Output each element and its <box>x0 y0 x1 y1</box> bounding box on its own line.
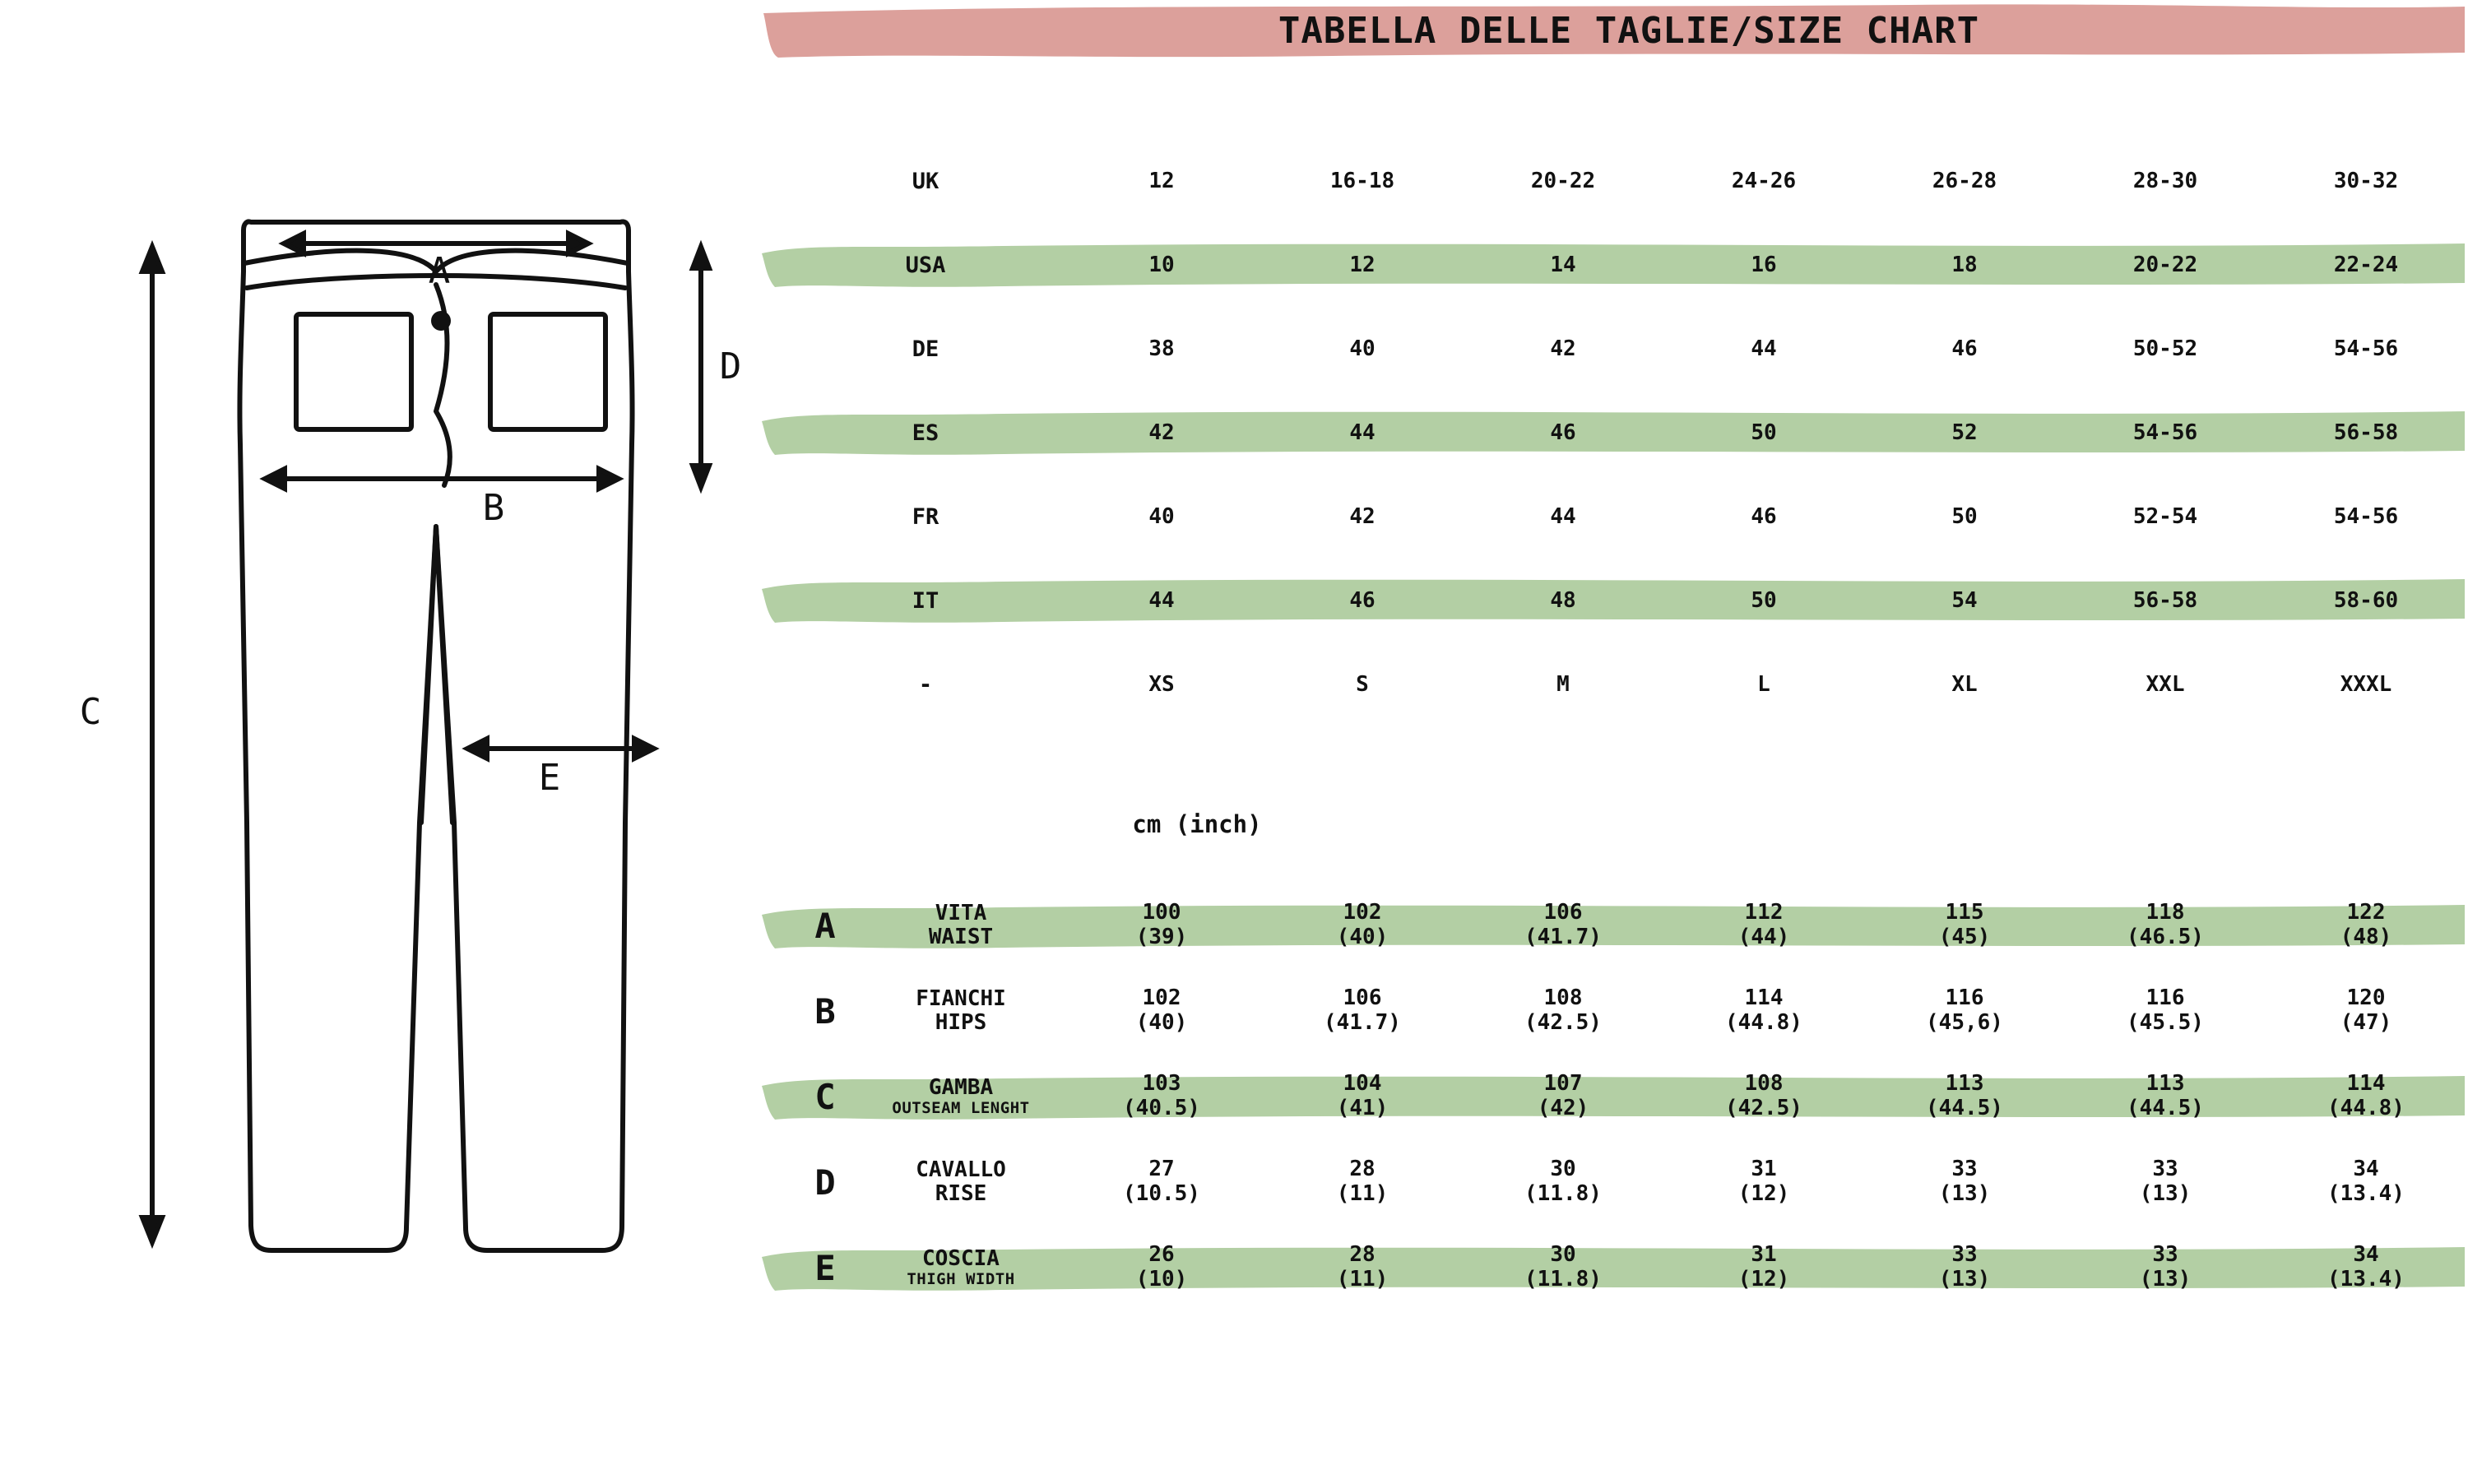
measurement-cell <box>1864 1157 2065 1207</box>
measurement-inch: (42.5) <box>1725 1096 1802 1120</box>
measurement-name-it: FIANCHI <box>916 986 1006 1012</box>
size-cell: 26-28 <box>1932 169 1997 194</box>
measurement-cell <box>1864 986 2065 1036</box>
measurement-cell <box>1061 1157 1262 1207</box>
diagram-letter-b: B <box>482 487 505 529</box>
measurement-name <box>861 987 1061 1034</box>
measurement-cell <box>2266 986 2466 1036</box>
measurement-cm: 30 <box>1550 1157 1576 1182</box>
size-chart-table <box>790 0 2468 1481</box>
measurement-inch: (13.4) <box>2327 1267 2405 1292</box>
measurement-cm: 114 <box>2346 1071 2386 1097</box>
size-row-label: UK <box>912 168 939 194</box>
measurement-cm: 27 <box>1148 1157 1175 1182</box>
size-cell: 46 <box>1349 588 1375 614</box>
measurement-cm: 118 <box>2146 900 2185 925</box>
measurement-name-en: THIGH WIDTH <box>907 1269 1015 1288</box>
measurement-cell <box>1663 1072 1864 1121</box>
measurement-cm: 31 <box>1751 1157 1777 1182</box>
size-cell: 30-32 <box>2333 169 2399 194</box>
measurement-row <box>790 982 2468 1040</box>
measurement-inch: (13) <box>2139 1181 2192 1206</box>
measurement-row <box>790 897 2468 954</box>
measurement-inch: (44.8) <box>2327 1096 2405 1120</box>
size-cell: 50 <box>1751 420 1777 446</box>
size-cell: XL <box>1951 672 1978 698</box>
measurement-inch: (13) <box>1938 1267 1991 1292</box>
measurement-cell <box>1864 1243 2065 1292</box>
size-row <box>790 492 2468 543</box>
measurement-cm: 26 <box>1148 1242 1175 1268</box>
measurement-inch: (13) <box>2139 1267 2192 1292</box>
measurement-inch: (13.4) <box>2327 1181 2405 1206</box>
measurement-cell <box>1663 901 1864 950</box>
measurement-cm: 113 <box>2146 1071 2185 1097</box>
measurement-name-it: COSCIA <box>922 1246 1000 1272</box>
measurement-name-en: OUTSEAM LENGHT <box>892 1098 1030 1117</box>
size-cell: 44 <box>1751 336 1777 362</box>
size-cell: 46 <box>1951 336 1978 362</box>
size-cell: 54-56 <box>2333 504 2399 530</box>
measurement-inch: (45.5) <box>2127 1010 2204 1035</box>
measurement-cell <box>1463 986 1663 1036</box>
measurement-cm: 116 <box>1945 985 1984 1011</box>
measurement-cell <box>1463 1243 1663 1292</box>
size-cell: 42 <box>1550 336 1576 362</box>
measurement-row <box>790 1068 2468 1125</box>
measurement-cm: 122 <box>2346 900 2386 925</box>
measurement-cm: 28 <box>1349 1157 1375 1182</box>
size-cell: 54 <box>1951 588 1978 614</box>
size-cell: 16-18 <box>1329 169 1395 194</box>
diagram-letter-d: D <box>719 345 742 387</box>
measurement-inch: (46.5) <box>2127 925 2204 949</box>
measurement-cell <box>2266 1243 2466 1292</box>
measurement-cm: 107 <box>1543 1071 1583 1097</box>
measurement-row <box>790 1153 2468 1211</box>
measurement-inch: (11) <box>1336 1181 1389 1206</box>
measurement-inch: (40.5) <box>1123 1096 1200 1120</box>
measurement-cell <box>1061 986 1262 1036</box>
measurement-inch: (45) <box>1938 925 1991 949</box>
measurement-cell <box>2065 986 2266 1036</box>
measurement-cell <box>1663 1157 1864 1207</box>
size-cell: 52-54 <box>2132 504 2198 530</box>
measurement-cell <box>2266 1072 2466 1121</box>
size-row <box>790 576 2468 627</box>
pants-measurement-diagram <box>0 0 790 1481</box>
measurement-cell <box>1864 901 2065 950</box>
size-cell: 48 <box>1550 588 1576 614</box>
measurement-cm: 103 <box>1142 1071 1181 1097</box>
measurement-inch: (12) <box>1737 1181 1790 1206</box>
measurement-cm: 104 <box>1343 1071 1382 1097</box>
measurement-inch: (10) <box>1135 1267 1188 1292</box>
pants-diagram-svg <box>0 0 790 1481</box>
measurement-cell <box>1061 901 1262 950</box>
size-row-label: ES <box>912 420 939 446</box>
measurement-inch: (40) <box>1336 925 1389 949</box>
size-cell: XS <box>1148 672 1175 698</box>
measurement-letter: E <box>814 1247 836 1288</box>
measurement-cell <box>1262 986 1463 1036</box>
measurement-name-en: WAIST <box>928 925 994 949</box>
size-cell: 46 <box>1751 504 1777 530</box>
measurement-cell <box>1663 986 1864 1036</box>
size-row-label: IT <box>912 587 939 614</box>
measurement-cell <box>1061 1072 1262 1121</box>
measurement-inch: (44.5) <box>2127 1096 2204 1120</box>
measurement-cell <box>2266 901 2466 950</box>
size-cell: 44 <box>1550 504 1576 530</box>
size-cell: 42 <box>1148 420 1175 446</box>
size-cell: 10 <box>1148 253 1175 278</box>
measurement-cell <box>1463 1072 1663 1121</box>
size-cell: 38 <box>1148 336 1175 362</box>
measurement-cm: 108 <box>1744 1071 1784 1097</box>
size-cell: 18 <box>1951 253 1978 278</box>
size-row <box>790 324 2468 375</box>
size-cell: L <box>1757 672 1770 698</box>
measurement-cell <box>1262 901 1463 950</box>
page-title: TABELLA DELLE TAGLIE/SIZE CHART <box>1278 9 1980 52</box>
measurement-inch: (42.5) <box>1524 1010 1602 1035</box>
measurement-name-en: HIPS <box>935 1010 987 1035</box>
measurement-cm: 34 <box>2353 1157 2379 1182</box>
size-cell: XXXL <box>2340 672 2392 698</box>
measurement-cm: 33 <box>2152 1242 2178 1268</box>
size-cell: 44 <box>1349 420 1375 446</box>
size-cell: 50 <box>1751 588 1777 614</box>
measurement-cell <box>1463 1157 1663 1207</box>
size-cell: 52 <box>1951 420 1978 446</box>
measurement-name-it: VITA <box>935 901 987 926</box>
measurement-cm: 102 <box>1142 985 1181 1011</box>
measurement-cm: 115 <box>1945 900 1984 925</box>
diagram-letter-a: A <box>428 250 451 292</box>
size-cell: 56-58 <box>2132 588 2198 614</box>
measurement-letter: D <box>814 1162 836 1203</box>
measurement-cm: 108 <box>1543 985 1583 1011</box>
measurement-letter: B <box>814 990 836 1032</box>
size-cell: 54-56 <box>2132 420 2198 446</box>
size-cell: 20-22 <box>2132 253 2198 278</box>
measurement-name-en: RISE <box>935 1181 987 1206</box>
size-cell: 46 <box>1550 420 1576 446</box>
units-label: cm (inch) <box>1132 810 1262 838</box>
measurement-cell <box>1262 1072 1463 1121</box>
measurement-inch: (44.8) <box>1725 1010 1802 1035</box>
measurement-cm: 116 <box>2146 985 2185 1011</box>
size-cell: 54-56 <box>2333 336 2399 362</box>
measurement-cm: 112 <box>1744 900 1784 925</box>
measurement-cell <box>1463 901 1663 950</box>
measurement-inch: (44) <box>1737 925 1790 949</box>
measurement-inch: (44.5) <box>1926 1096 2003 1120</box>
measurement-cm: 106 <box>1543 900 1583 925</box>
size-cell: 40 <box>1349 336 1375 362</box>
size-cell: 22-24 <box>2333 253 2399 278</box>
size-row <box>790 240 2468 291</box>
measurement-inch: (47) <box>2340 1010 2392 1035</box>
measurement-name-it: CAVALLO <box>916 1157 1006 1183</box>
measurement-cell <box>1061 1243 1262 1292</box>
measurement-cm: 34 <box>2353 1242 2379 1268</box>
measurement-cm: 113 <box>1945 1071 1984 1097</box>
size-cell: 12 <box>1148 169 1175 194</box>
size-row-label: - <box>918 671 933 698</box>
measurement-inch: (40) <box>1135 1010 1188 1035</box>
measurement-cm: 100 <box>1142 900 1181 925</box>
measurement-inch: (13) <box>1938 1181 1991 1206</box>
measurement-cell <box>2065 1243 2266 1292</box>
measurement-inch: (45,6) <box>1926 1010 2003 1035</box>
measurement-cell <box>1262 1243 1463 1292</box>
measurement-cm: 28 <box>1349 1242 1375 1268</box>
size-cell: 50 <box>1951 504 1978 530</box>
size-row-label: USA <box>905 252 946 278</box>
measurement-inch: (39) <box>1135 925 1188 949</box>
size-row-label: FR <box>912 503 939 530</box>
diagram-letter-e: E <box>538 757 561 799</box>
measurement-inch: (42) <box>1537 1096 1589 1120</box>
size-cell: XXL <box>2146 672 2185 698</box>
measurement-cell <box>1663 1243 1864 1292</box>
size-cell: 42 <box>1349 504 1375 530</box>
size-cell: 56-58 <box>2333 420 2399 446</box>
size-cell: 20-22 <box>1530 169 1596 194</box>
measurement-name <box>861 1076 1061 1116</box>
size-cell: 40 <box>1148 504 1175 530</box>
measurement-cell <box>1864 1072 2065 1121</box>
measurement-name-it: GAMBA <box>928 1075 994 1101</box>
measurement-inch: (48) <box>2340 925 2392 949</box>
measurement-letter: C <box>814 1076 836 1117</box>
size-cell: 58-60 <box>2333 588 2399 614</box>
size-cell: 16 <box>1751 253 1777 278</box>
size-row-label: DE <box>912 336 939 362</box>
measurement-inch: (11.8) <box>1524 1181 1602 1206</box>
measurement-name <box>861 902 1061 948</box>
measurement-cell <box>1262 1157 1463 1207</box>
measurement-inch: (11) <box>1336 1267 1389 1292</box>
size-cell: M <box>1556 672 1570 698</box>
size-cell: 24-26 <box>1731 169 1797 194</box>
size-cell: 14 <box>1550 253 1576 278</box>
measurement-cell <box>2266 1157 2466 1207</box>
measurement-cm: 30 <box>1550 1242 1576 1268</box>
size-row <box>790 156 2468 207</box>
measurement-inch: (10.5) <box>1123 1181 1200 1206</box>
size-cell: 50-52 <box>2132 336 2198 362</box>
measurement-cm: 102 <box>1343 900 1382 925</box>
measurement-cm: 106 <box>1343 985 1382 1011</box>
measurement-cm: 114 <box>1744 985 1784 1011</box>
measurement-cm: 120 <box>2346 985 2386 1011</box>
measurement-cm: 33 <box>2152 1157 2178 1182</box>
size-cell: 44 <box>1148 588 1175 614</box>
measurement-letter: A <box>814 905 836 946</box>
size-cell: S <box>1356 672 1369 698</box>
measurement-name <box>861 1158 1061 1205</box>
measurement-cell <box>2065 1072 2266 1121</box>
measurement-inch: (12) <box>1737 1267 1790 1292</box>
size-cell: 28-30 <box>2132 169 2198 194</box>
measurement-inch: (41) <box>1336 1096 1389 1120</box>
measurement-cm: 33 <box>1951 1157 1978 1182</box>
measurement-inch: (41.7) <box>1324 1010 1401 1035</box>
measurement-cm: 33 <box>1951 1242 1978 1268</box>
size-cell: 12 <box>1349 253 1375 278</box>
measurement-cm: 31 <box>1751 1242 1777 1268</box>
measurement-inch: (41.7) <box>1524 925 1602 949</box>
measurement-row <box>790 1239 2468 1296</box>
size-row <box>790 408 2468 459</box>
size-row <box>790 660 2468 711</box>
measurement-inch: (11.8) <box>1524 1267 1602 1292</box>
measurement-name <box>861 1247 1061 1287</box>
measurement-cell <box>2065 1157 2266 1207</box>
measurement-cell <box>2065 901 2266 950</box>
diagram-letter-c: C <box>79 691 102 733</box>
